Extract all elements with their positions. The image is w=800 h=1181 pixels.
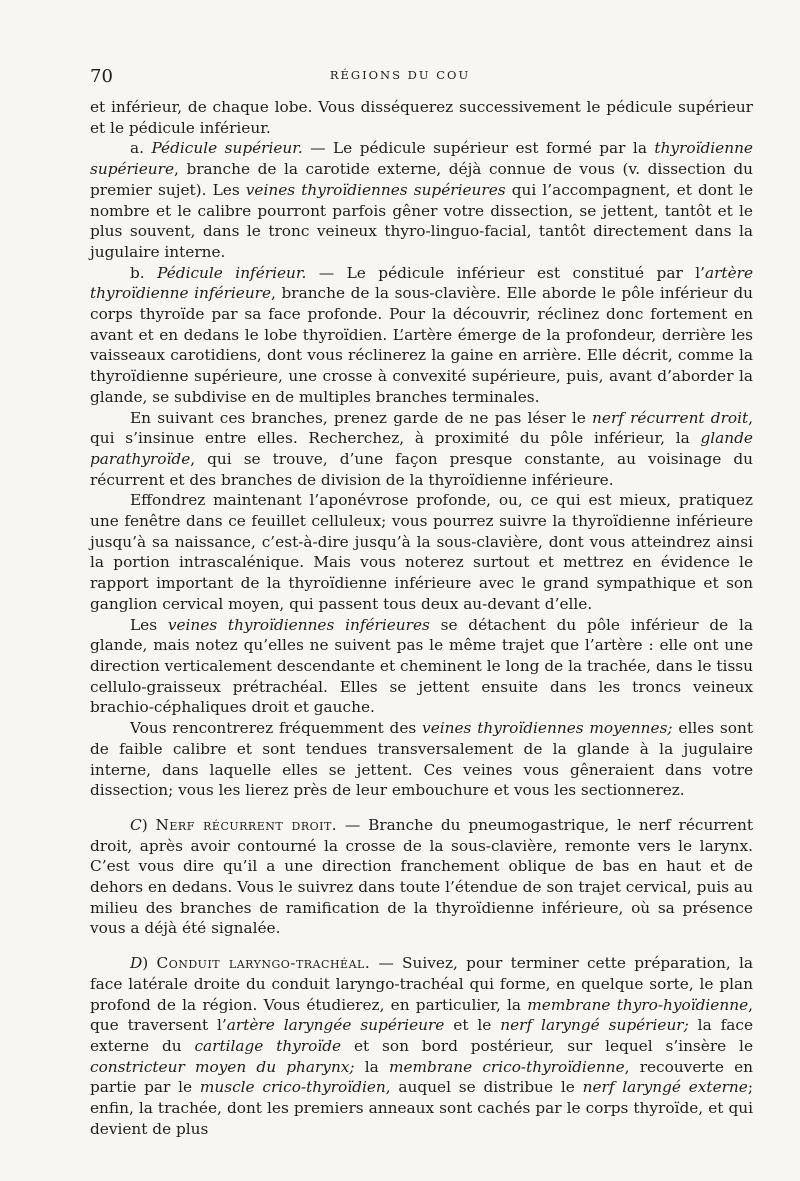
paragraph-aponevrose [90,490,753,614]
term: veines thyroïdiennes supérieures [245,180,506,199]
term: artère thyroïdienne inférieure [90,263,753,303]
text-run: la face externe du [90,1016,754,1055]
text-run: elles sont de faible calibre et sont tendues transversalement de la glande à la jugulaire interne, dans laquelle elles se jettent. Ces veines vous gêneraient dans votre dissection; vous les lierez près de leur embouchure et vous les sectionnerez. [90,719,753,800]
term: membrane thyro-hyoïdienne [527,995,749,1014]
page-header [90,66,710,90]
text-run: la [354,1057,389,1076]
text-run: b. [130,263,158,282]
text-run: , branche de la carotide externe, déjà connue de vous (v. dissection du premier sujet). Les [90,160,753,199]
text-run: — Le pédicule supérieur est formé par la [302,139,655,158]
term: thyroïdienne supérieure [90,139,753,179]
text-run: — Branche du pneumogastrique, le nerf récurrent droit, après avoir contourné la crosse de la sous-clavière, remonte vers le larynx. C’est vous dire qu’il a une direction franchement oblique de bas en haut et de dehors en dedans. Vous le suivrez dans toute l’étendue de son trajet cervical, puis au milieu des branches de ramification de la thyroïdienne inférieure, où sa présence vous a déjà été signalée. [90,815,753,938]
paragraph-veines-inferieures [90,615,753,719]
term: artère laryngée supérieure [226,1016,445,1035]
text-run: , auquel se distribue le [385,1078,583,1097]
term: glande parathyroïde [90,429,753,468]
text-run: et son bord postérieur, sur lequel s’insère le [341,1036,753,1055]
text-run: — Le pédicule inférieur est constitué par l’ [306,263,705,282]
paragraph-continuation [90,97,753,138]
text-run: a. [130,139,152,158]
paragraph-pedicule-superieur [90,138,753,262]
term: constricteur moyen du pharynx; [90,1057,355,1076]
term: muscle crico-thyroïdien [199,1078,386,1097]
section-nerf-recurrent [90,815,753,939]
text-run: — Suivez, pour terminer cette préparation, la face latérale droite du conduit laryngo-trachéal qui forme, en quelque sorte, le plan profond de la région. Vous étudierez, en particulier, la [90,954,753,1014]
section-letter: C [130,815,142,834]
section-conduit-laryngo-tracheal [90,953,753,1139]
text-run: , que traversent l’ [90,995,753,1035]
term: veines thyroïdiennes moyennes; [422,719,673,738]
text-run: et inférieur, de chaque lobe. Vous disséquerez successivement le pédicule supérieur et le pédicule inférieur. [90,98,753,137]
text-run: En suivant ces branches, prenez garde de ne pas léser le [130,408,593,427]
section-letter: D [130,954,143,973]
text-run: ) [142,954,157,973]
subheading: Pédicule inférieur. [157,263,307,282]
term: cartilage thyroïde [194,1036,342,1055]
term: nerf laryngé supérieur; [500,1016,689,1035]
page-number: 70 [90,66,113,87]
paragraph-branches [90,408,753,491]
text-run: qui l’accompagnent, et dont le nombre et le calibre pourront parfois gêner votre dissection, se jettent, tantôt et le plus souvent, dans le tronc veineux thyro-linguo-facial, tantôt directement dans la jugulaire interne. [90,180,754,261]
text-run: , qui s’insinue entre elles. Recherchez, à proximité du pôle inférieur, la [90,408,754,448]
text-run: , branche de la sous-clavière. Elle aborde le pôle inférieur du corps thyroïde par sa face profonde. Pour la découvrir, réclinez donc fortement en avant et en dedans le lobe thyroïdien. L’artère émerge de la profondeur, derrière les vaisseaux carotidiens, dont vous réclinerez la gaine en arrière. Elle décrit, comme la thyroïdienne supérieure, une crosse à convexité supérieure, puis, avant d’aborder la glande, se subdivise en de multiples branches terminales. [90,284,753,406]
text-run: se détachent du pôle inférieur de la glande, mais notez qu’elles ne suivent pas le même trajet que l’artère : elle ont une direction verticalement descendante et cheminent le long de la trachée, dans le tissu cellulo-graisseux prétrachéal. Elles se jettent ensuite dans les troncs veineux brachio-céphaliques droit et gauche. [90,615,753,717]
text-run: , qui se trouve, d’une façon presque constante, au voisinage du récurrent et des branches de division de la thyroïdienne inférieure. [90,449,753,489]
text-run: ; enfin, la trachée, dont les premiers anneaux sont cachés par le corps thyroïde, et qui devient de plus [90,1078,753,1138]
section-heading: Conduit laryngo-trachéal. [156,954,371,973]
text-run: et le [444,1016,501,1035]
term: membrane crico-thyroïdienne [388,1057,625,1076]
term: nerf récurrent droit [592,408,749,427]
text-run: Vous rencontrerez fréquemment des [130,719,423,738]
paragraph-pedicule-inferieur [90,263,753,408]
text-run: Effondrez maintenant l’aponévrose profonde, ou, ce qui est mieux, pratiquez une fenêtre dans ce feuillet celluleux; vous pourrez suivre la thyroïdienne inférieure jusqu’à sa naissance, c’est-à-dire jusqu’à la sous-clavière, dont vous atteindrez ainsi la portion intrascalénique. Mais vous noterez surtout et mettrez en évidence le rapport important de la thyroïdienne inférieure avec le grand sympathique et son ganglion cervical moyen, qui passent tous deux au-devant d’elle. [90,491,753,613]
section-heading: Nerf récurrent droit. [155,815,338,834]
term: nerf laryngé externe [582,1078,748,1097]
subheading: Pédicule supérieur. [151,139,303,158]
text-run: , recouverte en partie par le [90,1057,753,1097]
term: veines thyroïdiennes inférieures [167,615,430,634]
running-title: RÉGIONS DU COU [329,68,471,82]
paragraph-veines-moyennes [90,718,753,801]
text-run: ) [141,815,156,834]
body-text [90,97,753,1139]
text-run: Les [130,615,168,634]
